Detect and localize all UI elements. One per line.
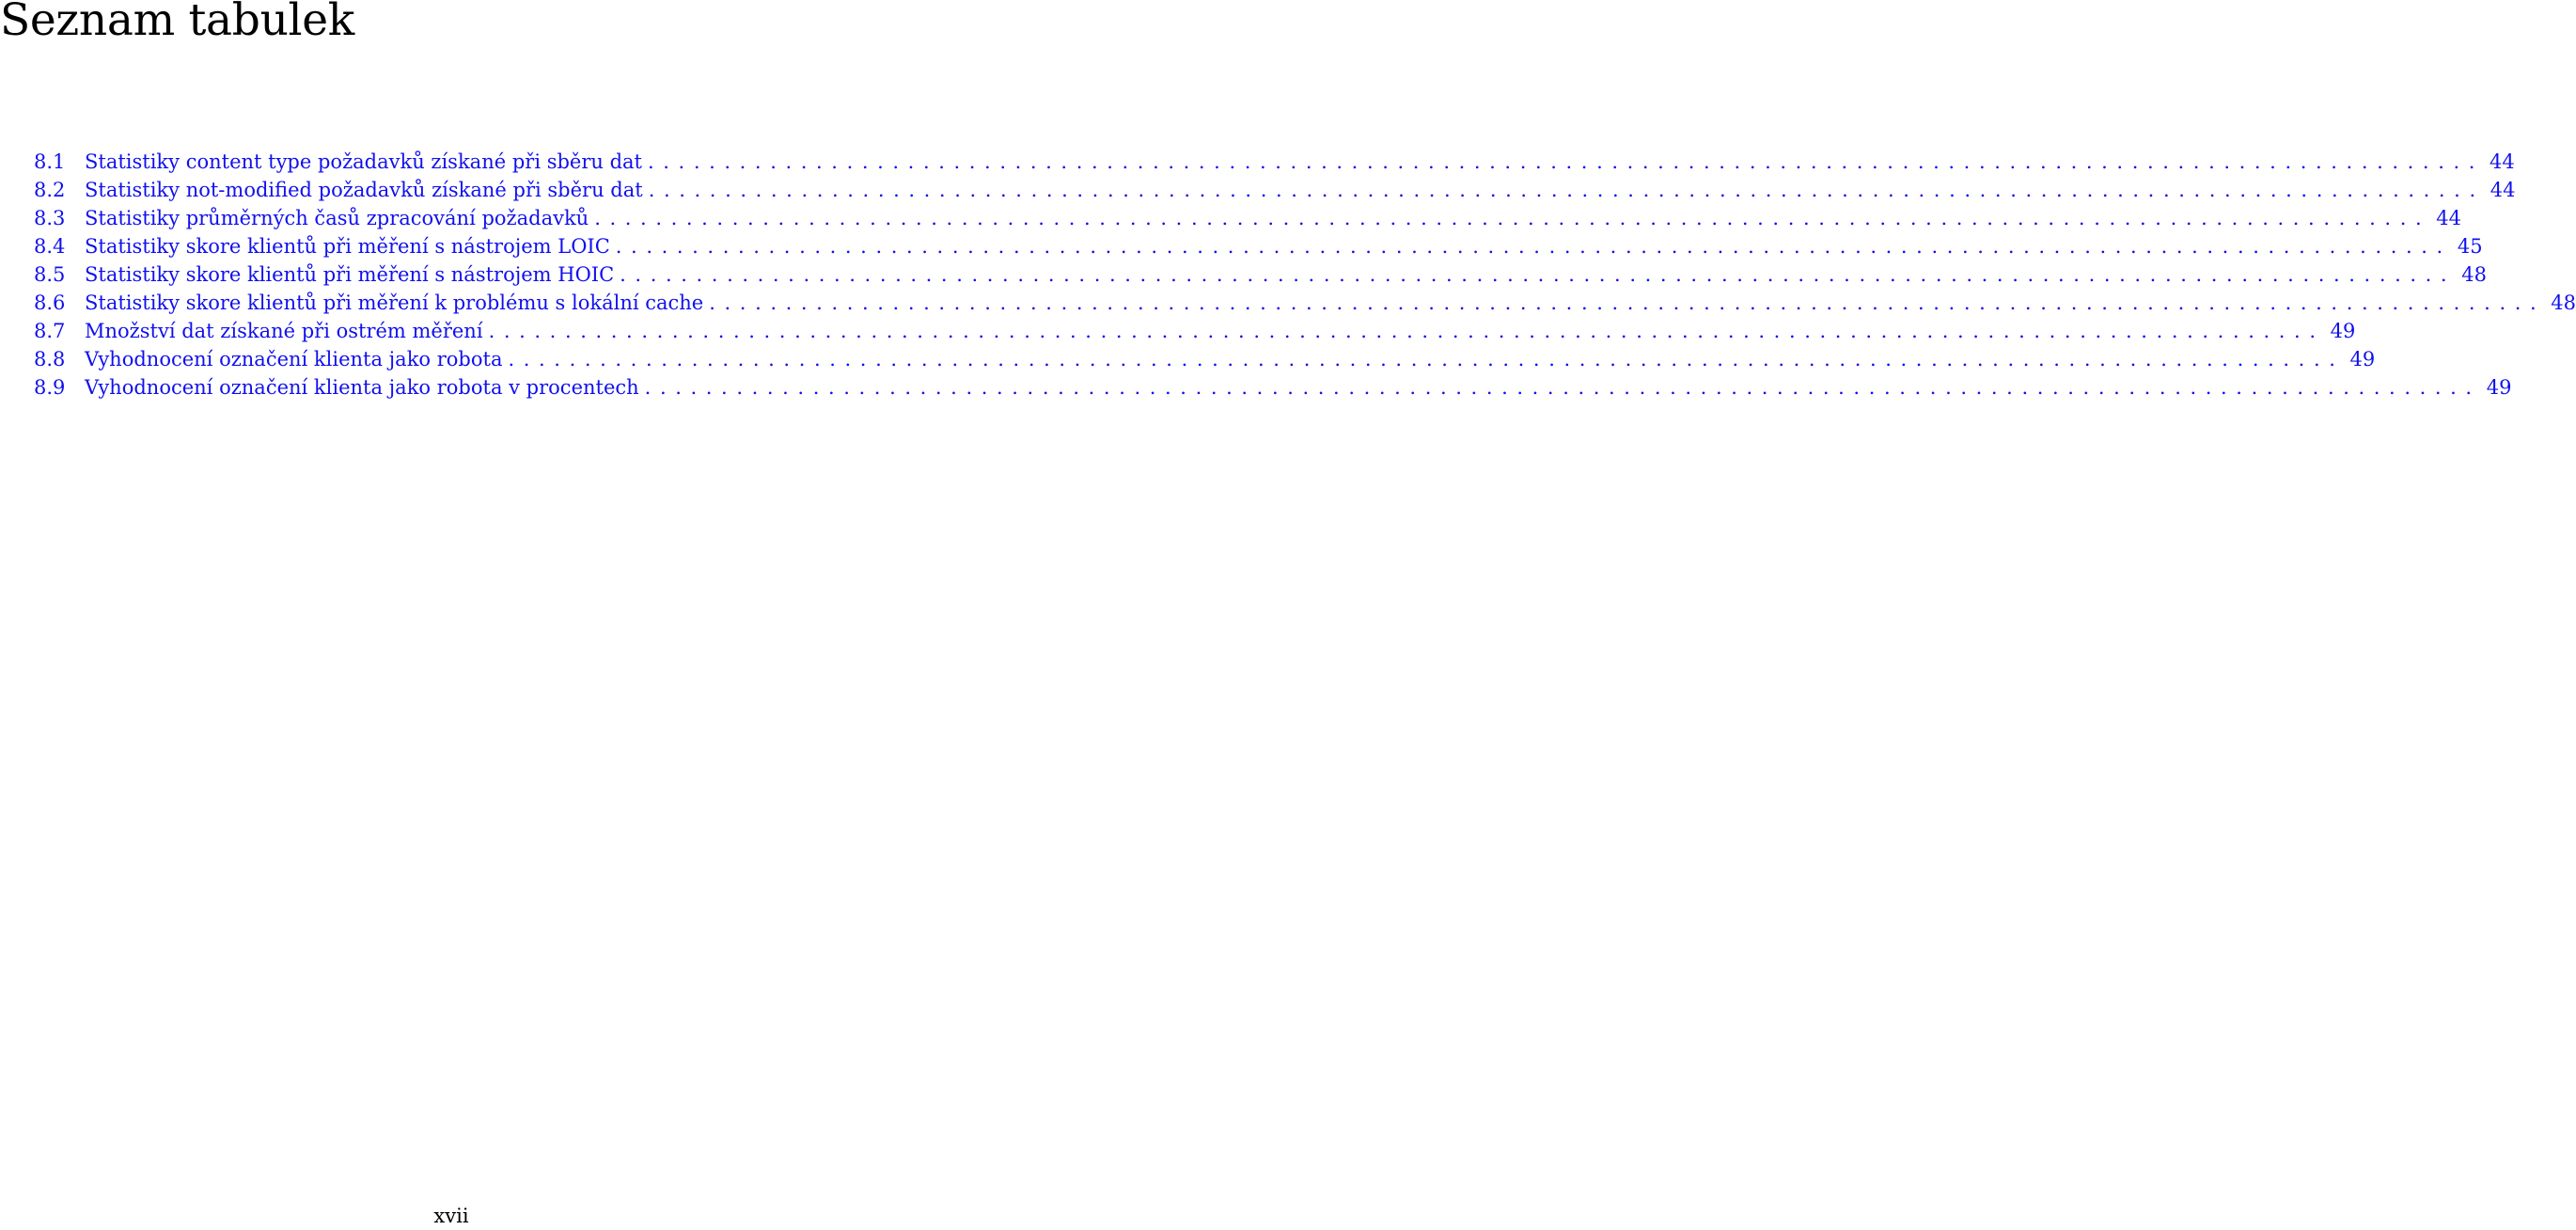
table-caption-link[interactable]: Statistiky skore klientů při měření s nástrojem HOIC <box>85 260 620 289</box>
page-number: xvii <box>433 1205 469 1227</box>
dot-leader: ........................................................................................................................ <box>594 207 2431 229</box>
table-caption-link[interactable]: Statistiky skore klientů při měření s nástrojem LOIC <box>85 232 616 260</box>
list-item[interactable] <box>34 232 2483 260</box>
list-item[interactable] <box>34 176 2516 204</box>
table-number: 8.3 <box>34 207 66 229</box>
table-number: 8.2 <box>34 179 66 201</box>
table-list <box>34 148 2576 402</box>
list-item[interactable] <box>34 373 2512 402</box>
list-item[interactable] <box>34 204 2461 232</box>
dot-leader: ........................................................................................................................ <box>648 179 2485 201</box>
list-item[interactable] <box>34 345 2376 373</box>
dot-leader: ........................................................................................................................ <box>615 235 2452 258</box>
table-number: 8.1 <box>34 150 66 173</box>
dot-leader: ........................................................................................................................ <box>644 376 2481 399</box>
dot-leader: ........................................................................................................................ <box>648 150 2485 173</box>
table-caption-link[interactable]: Vyhodnocení označení klienta jako robota v procentech <box>85 373 645 402</box>
table-page-link[interactable]: 44 <box>2490 150 2515 173</box>
dot-leader: ........................................................................................................................ <box>709 292 2546 314</box>
table-page-link[interactable]: 49 <box>2349 348 2376 371</box>
table-caption-link[interactable]: Statistiky content type požadavků získané při sběru dat <box>85 148 648 176</box>
table-page-link[interactable]: 45 <box>2457 235 2483 258</box>
table-number: 8.9 <box>34 376 66 399</box>
page-title: Seznam tabulek <box>0 0 354 46</box>
table-number: 8.6 <box>34 292 66 314</box>
table-page-link[interactable]: 49 <box>2330 320 2356 342</box>
list-item[interactable] <box>34 289 2576 317</box>
table-caption-link[interactable]: Statistiky skore klientů při měření k problému s lokální cache <box>85 289 709 317</box>
table-page-link[interactable]: 48 <box>2551 292 2576 314</box>
dot-leader: ........................................................................................................................ <box>508 348 2345 371</box>
table-page-link[interactable]: 48 <box>2461 263 2487 286</box>
table-page-link[interactable]: 49 <box>2486 376 2512 399</box>
dot-leader: ........................................................................................................................ <box>620 263 2457 286</box>
list-item[interactable] <box>34 260 2487 289</box>
table-caption-link[interactable]: Statistiky not-modified požadavků získané při sběru dat <box>85 176 649 204</box>
table-number: 8.4 <box>34 235 66 258</box>
table-page-link[interactable]: 44 <box>2490 179 2516 201</box>
table-caption-link[interactable]: Množství dat získané při ostrém měření <box>85 317 489 345</box>
table-caption-link[interactable]: Statistiky průměrných časů zpracování požadavků <box>85 204 594 232</box>
table-number: 8.5 <box>34 263 66 286</box>
list-item[interactable] <box>34 317 2356 345</box>
dot-leader: ........................................................................................................................ <box>488 320 2325 342</box>
table-page-link[interactable]: 44 <box>2436 207 2461 229</box>
list-item[interactable] <box>34 148 2515 176</box>
table-caption-link[interactable]: Vyhodnocení označení klienta jako robota <box>85 345 508 373</box>
table-number: 8.8 <box>34 348 66 371</box>
table-number: 8.7 <box>34 320 66 342</box>
